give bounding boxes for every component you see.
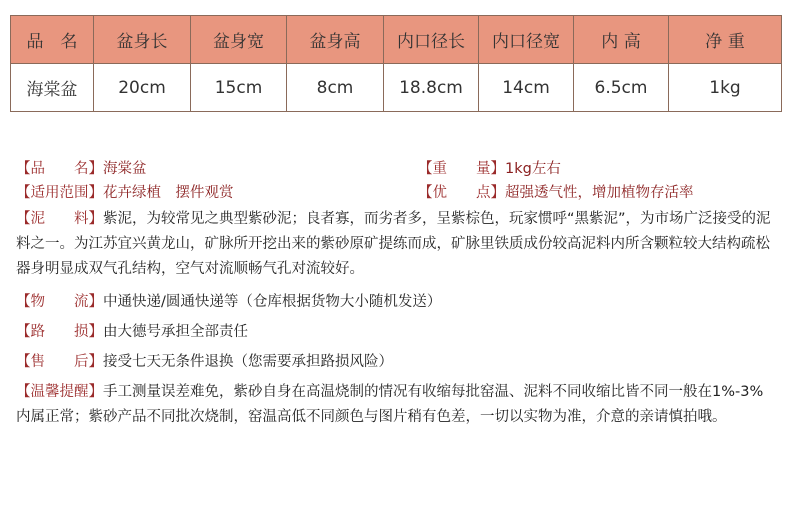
damage-value: 由大德号承担全部责任 — [103, 324, 248, 340]
cell-width: 15cm — [191, 64, 287, 112]
header-cell-name: 品 名 — [11, 16, 94, 64]
advantage-value: 超强透气性，增加植物存活率 — [505, 185, 694, 201]
table-header-row — [11, 16, 782, 64]
cell-net-weight: 1kg — [669, 64, 782, 112]
info-line-aftersale — [16, 350, 776, 374]
header-cell-height: 盆身高 — [287, 16, 384, 64]
table-row — [11, 64, 782, 112]
clay-paragraph — [16, 207, 776, 282]
spec-table — [10, 15, 782, 112]
info-line-damage — [16, 320, 776, 344]
cell-name: 海棠盆 — [11, 64, 94, 112]
scope-tag: 【适用范围】 — [16, 185, 103, 201]
reminder-value: 手工测量误差难免，紫砂自身在高温烧制的情况有收缩每批窑温、泥料不同收缩比皆不同一般在1%-3%内属正常；紫砂产品不同批次烧制，窑温高低不同颜色与图片稍有色差，一切以实物为准，介意的亲请慎拍哦。 — [16, 384, 764, 425]
header-cell-net-weight: 净 重 — [669, 16, 782, 64]
clay-value: 紫泥，为较常见之典型紫砂泥；良者寡，而劣者多，呈紫棕色，玩家惯呼“黑紫泥”，为市场广泛接受的泥料之一。为江苏宜兴黄龙山，矿脉所开挖出来的紫砂原矿提练而成，矿脉里铁质成份较高泥料内所含颗粒较大结构疏松器身明显成双气孔结构，空气对流顺畅气孔对流较好。 — [16, 211, 771, 277]
header-cell-length: 盆身长 — [94, 16, 191, 64]
cell-length: 20cm — [94, 64, 191, 112]
advantage-tag: 【优 点】 — [418, 185, 505, 201]
logistics-tag: 【物 流】 — [16, 294, 103, 310]
scope-value: 花卉绿植 摆件观赏 — [103, 185, 234, 201]
product-info — [16, 157, 776, 430]
reminder-tag: 【温馨提醒】 — [16, 384, 103, 400]
weight-tag: 【重 量】 — [418, 161, 505, 177]
aftersale-value: 接受七天无条件退换（您需要承担路损风险） — [103, 354, 393, 370]
weight-value: 1kg左右 — [505, 161, 561, 177]
info-line-name-weight — [16, 157, 776, 181]
advantage-group — [418, 181, 694, 205]
logistics-value: 中通快递/圆通快递等（仓库根据货物大小随机发送） — [103, 294, 442, 310]
aftersale-tag: 【售 后】 — [16, 354, 103, 370]
header-cell-inner-width: 内口径宽 — [479, 16, 574, 64]
damage-tag: 【路 损】 — [16, 324, 103, 340]
header-cell-inner-height: 内 高 — [574, 16, 669, 64]
cell-inner-width: 14cm — [479, 64, 574, 112]
cell-inner-height: 6.5cm — [574, 64, 669, 112]
cell-inner-length: 18.8cm — [384, 64, 479, 112]
name-tag: 【品 名】 — [16, 161, 103, 177]
weight-group — [418, 157, 561, 181]
reminder-paragraph — [16, 380, 776, 430]
info-line-logistics — [16, 290, 776, 314]
info-line-scope-advantage — [16, 181, 776, 205]
header-cell-inner-length: 内口径长 — [384, 16, 479, 64]
cell-height: 8cm — [287, 64, 384, 112]
clay-tag: 【泥 料】 — [16, 211, 103, 227]
name-value: 海棠盆 — [103, 161, 147, 177]
header-cell-width: 盆身宽 — [191, 16, 287, 64]
